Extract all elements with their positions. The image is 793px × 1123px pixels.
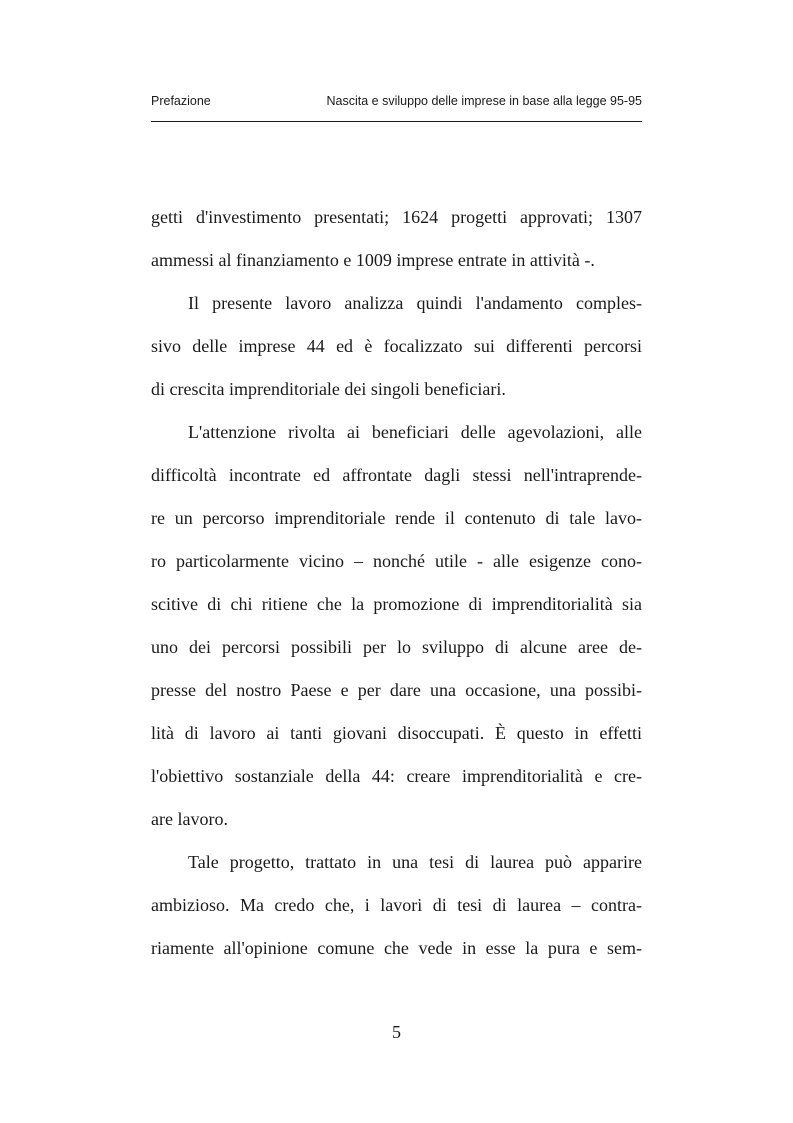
text-line: difficoltà incontrate ed affrontate dagli stessi nell'intraprende-	[151, 465, 642, 485]
text-line: L'attenzione rivolta ai beneficiari delle agevolazioni, alle	[188, 422, 642, 442]
text-line: Il presente lavoro analizza quindi l'andamento comples-	[188, 293, 642, 313]
text-line: ro particolarmente vicino – nonché utile - alle esigenze cono-	[151, 551, 642, 571]
header-divider	[151, 121, 642, 122]
running-header	[151, 94, 642, 110]
text-line: presse del nostro Paese e per dare una occasione, una possibi-	[151, 680, 642, 700]
text-line: ammessi al finanziamento e 1009 imprese entrate in attività -.	[151, 250, 595, 270]
text-line: Tale progetto, trattato in una tesi di laurea può apparire	[188, 852, 642, 872]
text-line: scitive di chi ritiene che la promozione di imprenditorialità sia	[151, 594, 642, 614]
header-section-title: Prefazione	[151, 94, 211, 108]
text-line: sivo delle imprese 44 ed è focalizzato sui differenti percorsi	[151, 336, 642, 356]
text-line: riamente all'opinione comune che vede in esse la pura e sem-	[151, 938, 642, 958]
text-line: lità di lavoro ai tanti giovani disoccupati. È questo in effetti	[151, 723, 642, 743]
text-line: re un percorso imprenditoriale rende il contenuto di tale lavo-	[151, 508, 642, 528]
header-document-title: Nascita e sviluppo delle imprese in base alla legge 95-95	[326, 94, 642, 108]
text-line: di crescita imprenditoriale dei singoli beneficiari.	[151, 379, 506, 399]
text-line: getti d'investimento presentati; 1624 progetti approvati; 1307	[151, 207, 642, 227]
text-line: uno dei percorsi possibili per lo sviluppo di alcune aree de-	[151, 637, 642, 657]
text-line: are lavoro.	[151, 809, 228, 829]
text-line: ambizioso. Ma credo che, i lavori di tesi di laurea – contra-	[151, 895, 642, 915]
text-line: l'obiettivo sostanziale della 44: creare imprenditorialità e cre-	[151, 766, 642, 786]
body-text	[151, 202, 642, 976]
page-number: 5	[392, 1022, 401, 1042]
